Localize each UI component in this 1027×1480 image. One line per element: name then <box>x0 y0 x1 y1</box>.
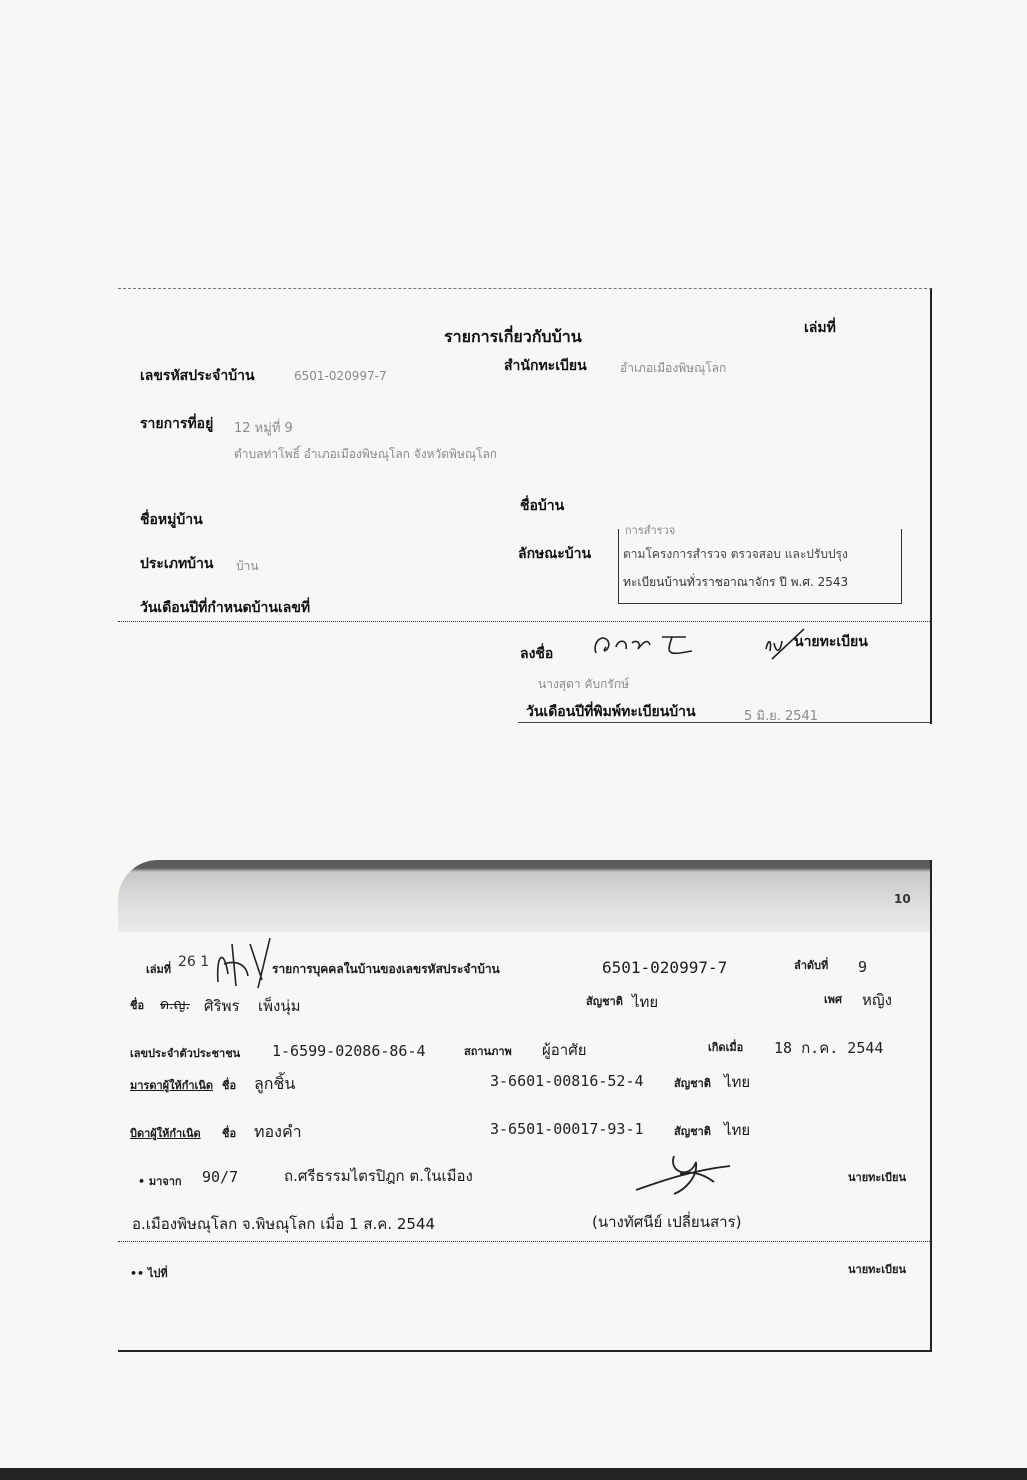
given-name: ศิริพร <box>204 997 240 1015</box>
person-house-code: 6501-020997-7 <box>602 958 728 977</box>
from-house-no: 90/7 <box>202 1168 239 1186</box>
surname: เพ็งนุ่ม <box>258 997 301 1015</box>
id-value: 1-6599-02086-86-4 <box>272 1042 426 1060</box>
mother-name-label: ชื่อ <box>222 1079 237 1092</box>
print-date-value: 5 มิ.ย. 2541 <box>744 709 819 724</box>
order-label: ลำดับที่ <box>794 959 829 972</box>
house-record-card <box>118 288 932 724</box>
from-label: • มาจาก <box>138 1175 182 1188</box>
mother-name: ลูกชิ้น <box>254 1074 296 1093</box>
registrar-label: นายทะเบียน <box>848 1171 907 1184</box>
house-name-label: ชื่อบ้าน <box>520 498 565 514</box>
nationality-label: สัญชาติ <box>586 995 623 1008</box>
house-feature-stamp <box>618 524 902 604</box>
book-value: 26 1 <box>178 954 210 970</box>
father-label: บิดาผู้ให้กำเนิด <box>130 1127 201 1140</box>
person-record-card <box>118 860 932 1352</box>
father-nat-label: สัญชาติ <box>674 1125 711 1138</box>
house-code-value: 6501-020997-7 <box>294 369 387 383</box>
sign-label: ลงชื่อ <box>520 646 554 662</box>
name-label: ชื่อ <box>130 999 145 1012</box>
house-record-title: รายการเกี่ยวกับบ้าน <box>444 327 582 346</box>
father-id: 3-6501-00017-93-1 <box>490 1120 644 1138</box>
print-date-label: วันเดือนปีที่พิมพ์ทะเบียนบ้าน <box>526 704 696 720</box>
registry-office-value: อำเภอเมืองพิษณุโลก <box>620 361 727 375</box>
sex-label: เพศ <box>824 993 842 1006</box>
house-feature-label: ลักษณะบ้าน <box>518 546 592 562</box>
mother-nat-label: สัญชาติ <box>674 1077 711 1090</box>
father-name: ทองคำ <box>254 1122 302 1141</box>
mother-label: มารดาผู้ให้กำเนิด <box>130 1079 213 1092</box>
birth-value: 18 ก.ค. 2544 <box>774 1039 884 1057</box>
card-header-band <box>118 860 930 932</box>
registrar-label: นายทะเบียน <box>794 634 868 650</box>
book-label: เล่มที่ <box>804 320 836 336</box>
village-name-label: ชื่อหมู่บ้าน <box>140 512 203 528</box>
scan-edge <box>0 1468 1027 1480</box>
mother-nat-value: ไทย <box>724 1073 751 1091</box>
to-label: •• ไปที่ <box>130 1267 168 1280</box>
assign-date-label: วันเดือนปีที่กำหนดบ้านเลขที่ <box>140 600 311 616</box>
person-record-title: รายการบุคคลในบ้านของเลขรหัสประจำบ้าน <box>272 962 500 976</box>
id-label: เลขประจำตัวประชาชน <box>130 1047 241 1060</box>
sex-value: หญิง <box>862 991 892 1009</box>
from-line1: ถ.ศรีธรรมไตรปิฎก ต.ในเมือง <box>284 1167 473 1185</box>
registry-office-label: สำนักทะเบียน <box>504 358 587 374</box>
registrar-signature <box>634 1150 734 1198</box>
name-prefix: ด.ญ. <box>160 997 190 1013</box>
mother-id: 3-6601-00816-52-4 <box>490 1072 644 1090</box>
stamp-line2: ตามโครงการสำรวจ ตรวจสอบ และปรับปรุง <box>623 547 848 561</box>
stamp-line3: ทะเบียนบ้านทั่วราชอาณาจักร ปี พ.ศ. 2543 <box>623 575 849 589</box>
registrar-signature <box>588 625 698 665</box>
from-line2: อ.เมืองพิษณุโลก จ.พิษณุโลก เมื่อ 1 ส.ค. 2544 <box>132 1215 436 1233</box>
nationality-value: ไทย <box>632 993 659 1011</box>
registrar-label-2: นายทะเบียน <box>848 1263 907 1276</box>
bottom-rule <box>518 722 930 723</box>
signer-name: นางสุดา คับกรักษ์ <box>538 677 630 691</box>
father-name-label: ชื่อ <box>222 1127 237 1140</box>
address-label: รายการที่อยู่ <box>140 416 214 432</box>
registrar-name: (นางทัศนีย์ เปลี่ยนสาร) <box>592 1213 742 1231</box>
house-type-value: บ้าน <box>236 559 259 573</box>
birth-label: เกิดเมื่อ <box>708 1041 744 1054</box>
father-nat-value: ไทย <box>724 1121 751 1139</box>
house-code-label: เลขรหัสประจำบ้าน <box>140 368 255 384</box>
status-label: สถานภาพ <box>464 1045 512 1058</box>
divider <box>118 621 930 622</box>
stamp-line1: การสำรวจ <box>625 524 676 537</box>
divider <box>118 1241 930 1242</box>
status-value: ผู้อาศัย <box>542 1041 587 1059</box>
book-label: เล่มที่ <box>146 963 172 976</box>
page-number: 10 <box>894 892 911 906</box>
order-value: 9 <box>858 958 868 976</box>
address-line1: 12 หมู่ที่ 9 <box>234 421 293 436</box>
house-type-label: ประเภทบ้าน <box>140 556 214 572</box>
address-line2: ตำบลท่าโพธิ์ อำเภอเมืองพิษณุโลก จังหวัดพิษณุโลก <box>234 447 498 461</box>
